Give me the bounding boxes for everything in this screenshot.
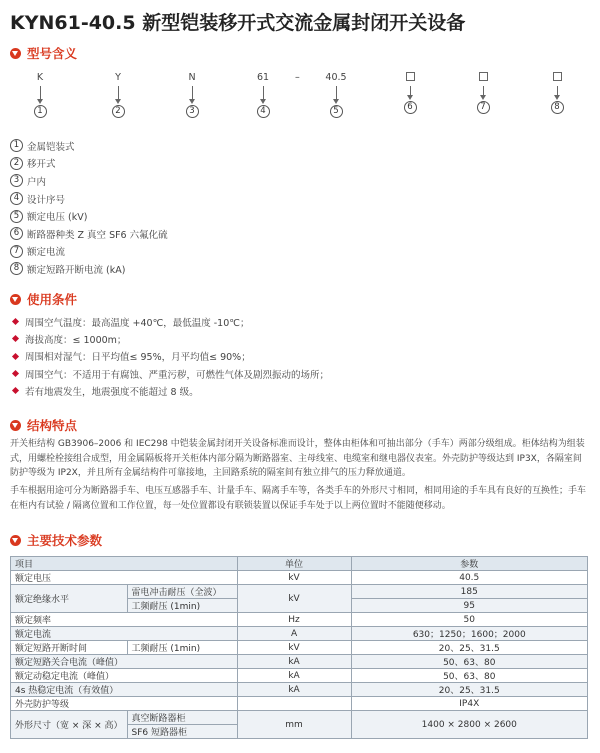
cell-sub: SF6 短路器柜 <box>127 725 237 739</box>
cell-sub: 工频耐压 (1min) <box>127 599 237 613</box>
item-text: 若有地震发生，地震强度不能超过 8 级。 <box>25 386 199 398</box>
cell-value: 40.5 <box>351 571 587 585</box>
cell-item: 额定频率 <box>11 613 238 627</box>
item-text: 移开式 <box>27 159 56 171</box>
cell-unit: mm <box>237 711 351 739</box>
section-heading-model <box>10 44 77 62</box>
section-heading-specs <box>10 531 102 549</box>
cell-unit <box>237 697 351 711</box>
list-item <box>10 243 168 261</box>
code-number: 3 <box>186 105 199 118</box>
cell-item: 额定动稳定电流（峰值） <box>11 669 238 683</box>
code-number: 2 <box>112 105 125 118</box>
code-letter: K <box>36 72 44 83</box>
item-text: 户内 <box>27 176 47 188</box>
section-heading-conditions <box>10 290 77 308</box>
chevron-down-icon <box>10 294 21 305</box>
code-item <box>243 72 283 118</box>
cell-unit: kA <box>237 655 351 669</box>
placeholder-box <box>553 72 562 81</box>
model-code-diagram <box>0 72 600 132</box>
list-item <box>10 348 329 365</box>
item-text: 断路器种类 Z 真空 SF6 六氟化硫 <box>27 229 168 241</box>
code-number: 7 <box>477 101 490 114</box>
bullet-icon <box>12 387 19 394</box>
list-item <box>10 313 329 330</box>
cell-value: 1400 × 2800 × 2600 <box>351 711 587 739</box>
code-dash: – <box>295 72 300 83</box>
cell-unit: Hz <box>237 613 351 627</box>
code-item <box>463 72 503 114</box>
cell-sub: 真空断路器柜 <box>127 711 237 725</box>
item-number: 1 <box>10 139 23 152</box>
code-item <box>316 72 356 118</box>
table-row <box>11 571 588 585</box>
section-title: 使用条件 <box>27 292 78 307</box>
cell-value: 50、63、80 <box>351 669 587 683</box>
cell-value: 95 <box>351 599 587 613</box>
table-header-row <box>11 557 588 571</box>
chevron-down-icon <box>10 535 21 546</box>
list-item <box>10 382 329 399</box>
cell-unit: A <box>237 627 351 641</box>
table-row <box>11 683 588 697</box>
cell-item: 额定电压 <box>11 571 238 585</box>
features-paragraph: 手车根据用途可分为断路器手车、电压互感器手车、计量手车、隔离手车等，各类手车的外形尺寸相同，相同用途的手车具有良好的互换性；手车在柜内有试验 / 隔离位置和工作位置，每一处位置都设有联锁装置以保证手车处于以上两位置时不能随便移动。 <box>10 486 587 511</box>
item-number: 3 <box>10 174 23 187</box>
item-text: 设计序号 <box>27 194 66 206</box>
cell-sub: 雷电冲击耐压（全波） <box>127 585 237 599</box>
item-text: 海拔高度：≤ 1000m； <box>25 334 127 346</box>
placeholder-box <box>406 72 415 81</box>
spec-table <box>10 556 588 739</box>
list-item <box>10 260 168 278</box>
chevron-down-icon <box>10 48 21 59</box>
item-number: 2 <box>10 157 23 170</box>
item-number: 6 <box>10 227 23 240</box>
cell-unit: kV <box>237 641 351 655</box>
cell-value: 20、25、31.5 <box>351 641 587 655</box>
header-cell: 参数 <box>351 557 587 571</box>
placeholder-box <box>479 72 488 81</box>
chevron-down-icon <box>10 420 21 431</box>
code-letter: 61 <box>256 72 270 83</box>
item-text: 金属铠装式 <box>27 141 75 153</box>
cell-item: 额定绝缘水平 <box>11 585 128 613</box>
cell-value: 50 <box>351 613 587 627</box>
list-item <box>10 330 329 347</box>
item-text: 额定电流 <box>27 247 66 259</box>
list-item <box>10 365 329 382</box>
item-number: 7 <box>10 245 23 258</box>
item-number: 5 <box>10 210 23 223</box>
item-text: 额定短路开断电流 (kA) <box>27 264 126 276</box>
cell-value: 20、25、31.5 <box>351 683 587 697</box>
list-item <box>10 137 168 155</box>
cell-item: 外壳防护等级 <box>11 697 238 711</box>
bullet-icon <box>12 318 19 325</box>
bullet-icon <box>12 370 19 377</box>
cell-unit: kV <box>237 585 351 613</box>
features-paragraph: 开关柜结构 GB3906–2006 和 IEC298 中铠装金属封闭开关设备标准而设计，整体由柜体和可抽出部分（手车）两部分级组成。柜体结构为组装式，用螺栓栓接组合成型，用金属隔板将开关柜体内部分隔为断路器室、主母线室、电缆室和继电器仪表室。外壳防护等级达到 IP3X，各隔室间防护等级为 IP2X，并且所有金属结构件可靠接地，主回路系统的隔室间有独立排气的压力释放通道。 <box>10 439 585 478</box>
bullet-icon <box>12 335 19 342</box>
cell-value: IP4X <box>351 697 587 711</box>
code-number: 8 <box>551 101 564 114</box>
code-item <box>390 72 430 114</box>
list-item <box>10 155 168 173</box>
list-item <box>10 225 168 243</box>
code-item <box>537 72 577 114</box>
item-text: 额定电压 (kV) <box>27 212 88 224</box>
table-row <box>11 641 588 655</box>
table-row <box>11 711 588 725</box>
table-row <box>11 585 588 599</box>
code-letter: N <box>188 72 196 83</box>
table-row <box>11 613 588 627</box>
table-row <box>11 655 588 669</box>
code-item <box>98 72 138 118</box>
cell-item: 额定短路开断时间 <box>11 641 128 655</box>
page-title: KYN61-40.5 新型铠装移开式交流金属封闭开关设备 <box>10 12 466 34</box>
header-cell: 项目 <box>11 557 238 571</box>
cell-item: 外形尺寸（宽 × 深 × 高） <box>11 711 128 739</box>
item-text: 周围空气温度：最高温度 +40℃，最低温度 -10℃； <box>25 317 250 329</box>
cell-value: 50、63、80 <box>351 655 587 669</box>
table-row <box>11 627 588 641</box>
item-number: 8 <box>10 262 23 275</box>
cell-unit: kA <box>237 683 351 697</box>
cell-value: 185 <box>351 585 587 599</box>
cell-item: 4s 热稳定电流（有效值） <box>11 683 238 697</box>
cell-item: 额定电流 <box>11 627 238 641</box>
code-letter: 40.5 <box>325 72 347 83</box>
item-text: 周围空气：不适用于有腐蚀、严重污秽，可燃性气体及剧烈振动的场所； <box>25 369 330 381</box>
section-title: 结构特点 <box>27 418 78 433</box>
section-heading-features <box>10 416 77 434</box>
code-item <box>172 72 212 118</box>
cell-value: 630；1250；1600；2000 <box>351 627 587 641</box>
list-item <box>10 190 168 208</box>
code-number: 5 <box>330 105 343 118</box>
cell-unit: kV <box>237 571 351 585</box>
list-item <box>10 172 168 190</box>
cell-item: 额定短路关合电流（峰值） <box>11 655 238 669</box>
section-title: 主要技术参数 <box>27 533 103 548</box>
definition-list <box>10 137 168 278</box>
conditions-list <box>10 313 329 399</box>
code-number: 4 <box>257 105 270 118</box>
item-number: 4 <box>10 192 23 205</box>
item-text: 周围相对湿气：日平均值≤ 95%，月平均值≤ 90%； <box>25 352 251 364</box>
code-number: 1 <box>34 105 47 118</box>
code-item <box>20 72 60 118</box>
bullet-icon <box>12 353 19 360</box>
section-title: 型号含义 <box>27 46 78 61</box>
cell-unit: kA <box>237 669 351 683</box>
header-cell: 单位 <box>237 557 351 571</box>
table-row <box>11 697 588 711</box>
list-item <box>10 207 168 225</box>
cell-sub: 工频耐压 (1min) <box>127 641 237 655</box>
code-number: 6 <box>404 101 417 114</box>
code-letter: Y <box>115 72 121 83</box>
table-row <box>11 669 588 683</box>
